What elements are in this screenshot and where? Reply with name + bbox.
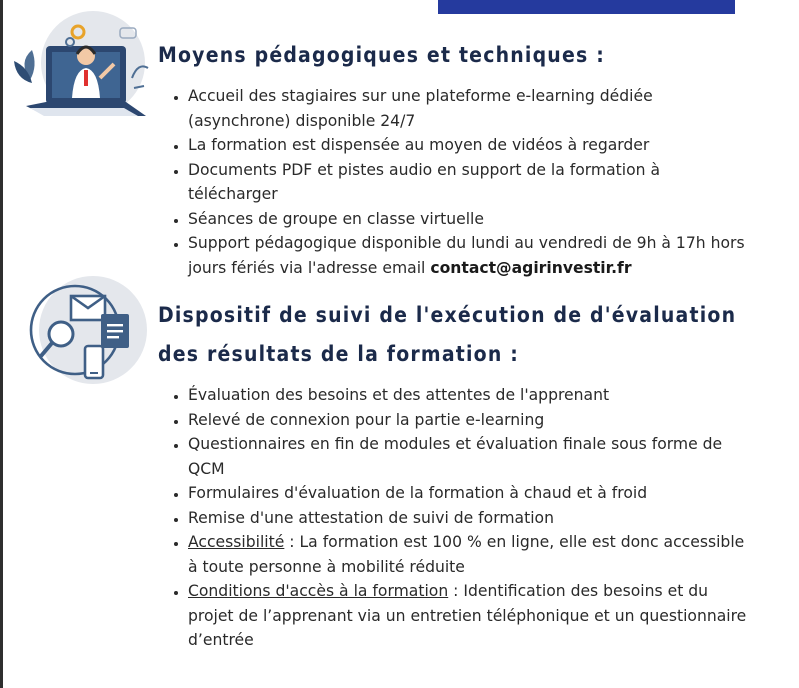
conditions-text: : Identification des besoins et du projet de l’apprenant via un entretien téléphonique et un questionnaire d’entrée bbox=[188, 582, 747, 649]
list-item: • La formation est dispensée au moyen de vidéos à regarder bbox=[188, 133, 748, 158]
laptop-support-illustration bbox=[8, 8, 153, 148]
contact-email-link[interactable]: contact@agirinvestir.fr bbox=[430, 258, 632, 277]
support-text: Support pédagogique disponible du lundi au vendredi de 9h à 17h hors jours fériés via l'adresse email bbox=[188, 234, 745, 277]
top-banner bbox=[438, 0, 735, 14]
list-item: • Relevé de connexion pour la partie e-learning bbox=[188, 408, 748, 433]
list-item: • Évaluation des besoins et des attentes de l'apprenant bbox=[188, 383, 748, 408]
section-heading-dispositif-line2: des résultats de la formation : bbox=[158, 342, 520, 366]
list-item-support bbox=[188, 231, 748, 280]
list-item: • Documents PDF et pistes audio en support de la formation à télécharger bbox=[188, 158, 748, 207]
left-border bbox=[0, 0, 3, 688]
list-item: • Formulaires d'évaluation de la formation à chaud et à froid bbox=[188, 481, 748, 506]
list-item-accessibility bbox=[188, 530, 748, 579]
list-item: • Séances de groupe en classe virtuelle bbox=[188, 207, 748, 232]
conditions-link[interactable]: Conditions d'accès à la formation bbox=[188, 582, 449, 600]
monitoring-icon bbox=[17, 276, 149, 386]
section-heading-moyens: Moyens pédagogiques et techniques : bbox=[158, 43, 605, 67]
list-item: • Questionnaires en fin de modules et évaluation finale sous forme de QCM bbox=[188, 432, 748, 481]
list-item: • Accueil des stagiaires sur une plateforme e-learning dédiée (asynchrone) disponible 24/7 bbox=[188, 84, 748, 133]
dispositif-list bbox=[168, 383, 748, 653]
accessibility-link[interactable]: Accessibilité bbox=[188, 533, 285, 551]
list-item-conditions bbox=[188, 579, 748, 653]
section-heading-dispositif-line1: Dispositif de suivi de l'exécution de d'évaluation bbox=[158, 303, 737, 327]
moyens-list bbox=[168, 84, 748, 280]
list-item: • Remise d'une attestation de suivi de formation bbox=[188, 506, 748, 531]
accessibility-text: : La formation est 100 % en ligne, elle est donc accessible à toute personne à mobilité réduite bbox=[188, 533, 745, 576]
